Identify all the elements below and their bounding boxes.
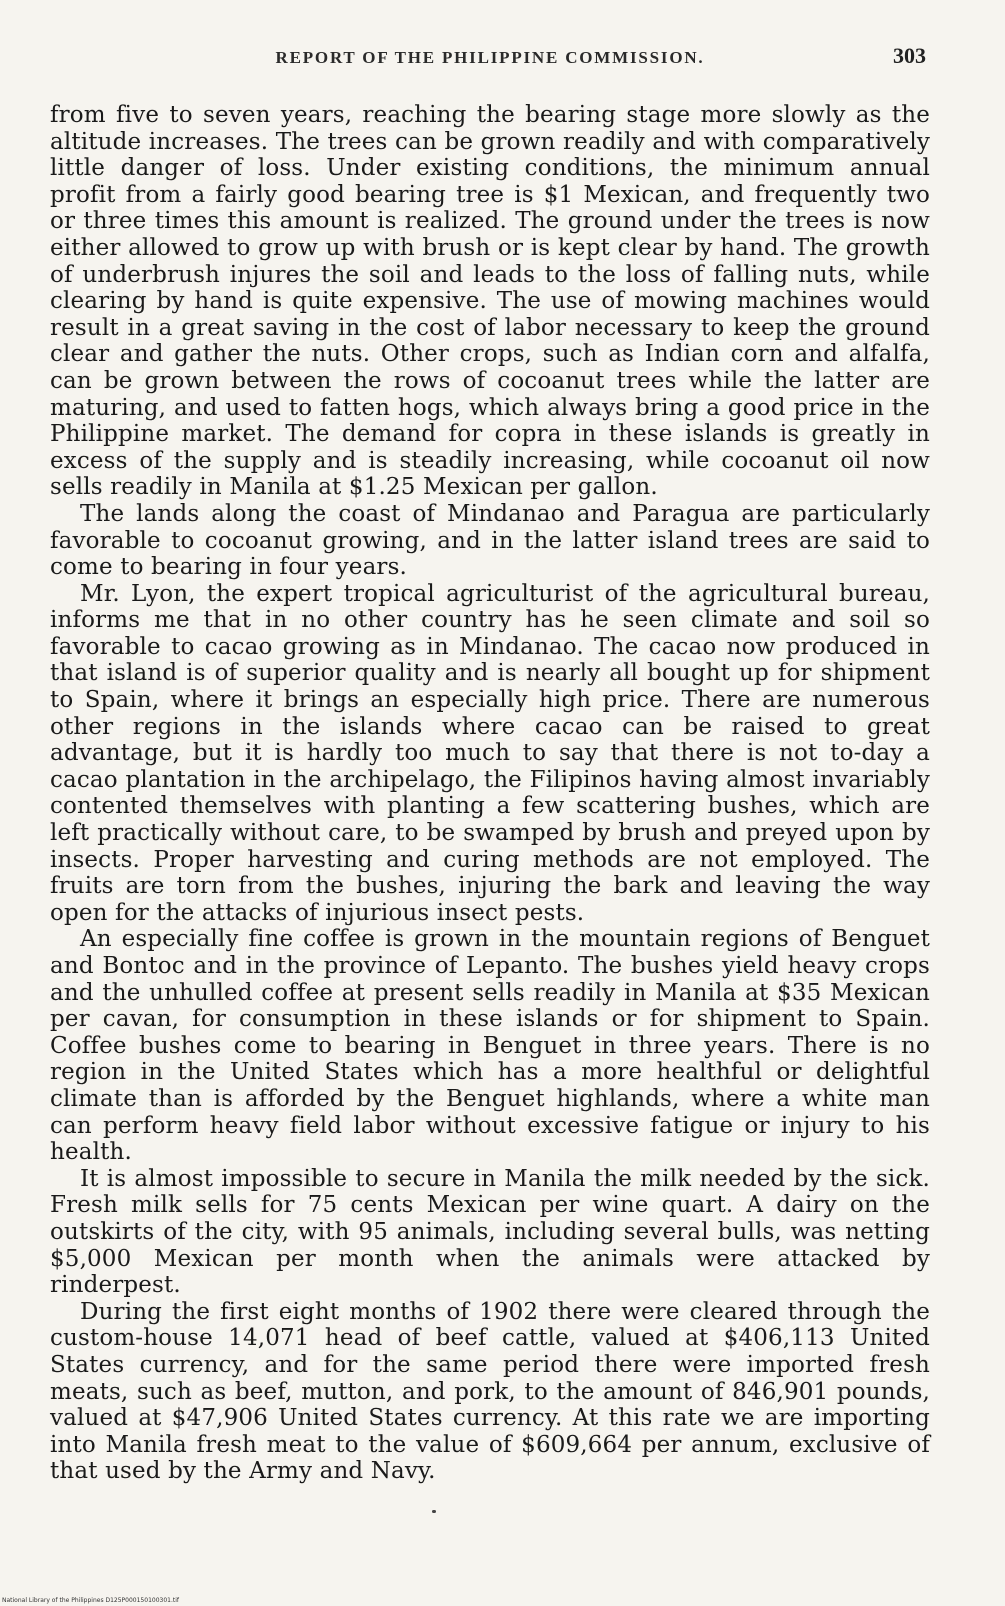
body-text [50,102,930,1485]
paragraph-mindanao-paragua: The lands along the coast of Mindanao and Paragua are particularly favorable to cocoanut growing, and in the latter island trees are said to come to bearing in four years. [50,500,930,581]
paragraph-beef-imports: During the first eight months of 1902 there were cleared through the custom-house 14,071 head of beef cattle, valued at $406,113 United States currency, and for the same period there were imported fresh meats, such as beef, mutton, and pork, to the amount of 846,901 pounds, valued at $47,906 United States currency. At this rate we are importing into Manila fresh meat to the value of $609,664 per annum, exclusive of that used by the Army and Navy. [50,1298,930,1485]
running-head [50,38,930,78]
running-head-title: REPORT OF THE PHILIPPINE COMMISSION. [275,48,705,67]
document-page [50,38,930,1558]
paragraph-milk: It is almost impossible to secure in Manila the milk needed by the sick. Fresh milk sells for 75 cents Mexican per wine quart. A dairy on the outskirts of the city, with 95 animals, including several bulls, was netting $5,000 Mexican per month when the animals were attacked by rinderpest. [50,1165,930,1299]
page-number: 303 [893,43,926,68]
ink-dot [432,1510,436,1513]
paragraph-cocoanut-continued: from five to seven years, reaching the bearing stage more slowly as the altitude increases. The trees can be grown readily and with comparatively little danger of loss. Under existing conditions, the minimum annual profit from a fairly good bearing tree is $1 Mexican, and frequently two or three times this amount is realized. The ground under the trees is now either allowed to grow up with brush or is kept clear by hand. The growth of underbrush injures the soil and leads to the loss of falling nuts, while clearing by hand is quite expensive. The use of mowing machines would result in a great saving in the cost of labor necessary to keep the ground clear and gather the nuts. Other crops, such as Indian corn and alfalfa, can be grown between the rows of cocoanut trees while the latter are maturing, and used to fatten hogs, which always bring a good price in the Philippine market. The demand for copra in these islands is greatly in excess of the supply and is steadily increasing, while cocoanut oil now sells readily in Manila at $1.25 Mexican per gallon. [50,102,930,501]
paragraph-cacao: Mr. Lyon, the expert tropical agriculturist of the agricultural bureau, informs me that in no other country has he seen climate and soil so favorable to cacao growing as in Mindanao. The cacao now produced in that island is of superior quality and is nearly all bought up for shipment to Spain, where it brings an especially high price. There are numerous other regions in the islands where cacao can be raised to great advantage, but it is hardly too much to say that there is not to-day a cacao plantation in the archipelago, the Filipinos having almost invariably contented themselves with planting a few scattering bushes, which are left practically without care, to be swamped by brush and preyed upon by insects. Proper harvesting and curing methods are not employed. The fruits are torn from the bushes, injuring the bark and leaving the way open for the attacks of injurious insect pests. [50,580,930,926]
paragraph-coffee: An especially fine coffee is grown in the mountain regions of Benguet and Bontoc and in the province of Lepanto. The bushes yield heavy crops and the unhulled coffee at present sells readily in Manila at $35 Mexican per cavan, for consumption in these islands or for shipment to Spain. Coffee bushes come to bearing in Benguet in three years. There is no region in the United States which has a more healthful or delightful climate than is afforded by the Benguet highlands, where a white man can perform heavy field labor without excessive fatigue or injury to his health. [50,926,930,1166]
scan-source-note: National Library of the Philippines D125P000150100301.tif [2,1597,180,1604]
